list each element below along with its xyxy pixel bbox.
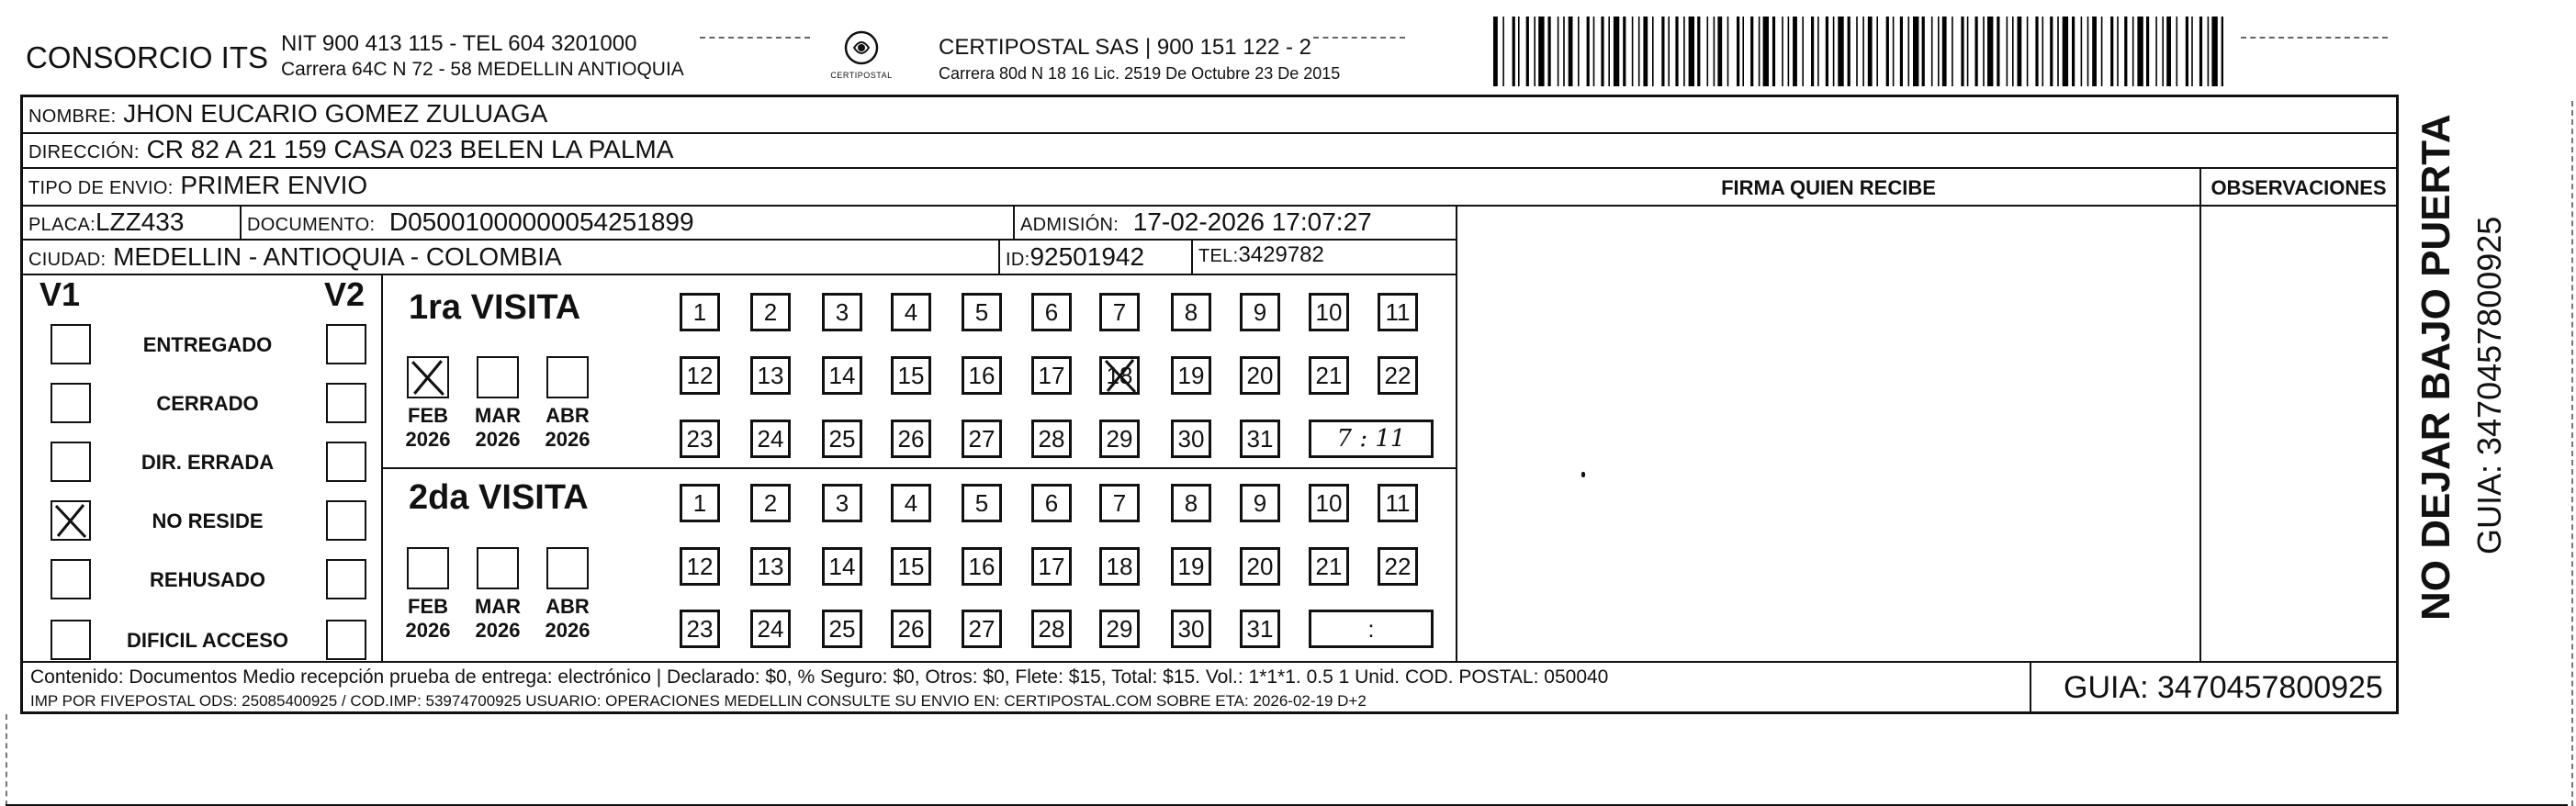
tipo-envio-value: PRIMER ENVIO [180,171,368,199]
stub-right-edge [2571,101,2575,806]
barcode-bar [1750,17,1753,86]
day-box[interactable]: 17 [1031,547,1072,586]
check-x-icon [409,358,447,397]
status-v2-checkbox[interactable] [326,559,366,599]
month-checkbox[interactable] [407,547,449,589]
barcode-bar [1876,17,1878,86]
month-checkbox[interactable] [477,547,519,589]
day-box[interactable]: 2 [750,293,791,331]
barcode-bar [1683,17,1685,86]
day-box[interactable]: 15 [891,547,931,586]
documento-value: D05001000000054251899 [388,207,694,236]
barcode-bar [2222,17,2223,86]
day-box[interactable]: 7 [1099,484,1140,522]
barcode-bar [2132,17,2134,86]
month-year: 2026 [545,619,591,642]
day-box[interactable]: 27 [962,610,1002,648]
barcode-bar [1975,17,1978,86]
barcode-bar [1987,17,1993,86]
day-box[interactable]: 18 [1099,547,1140,586]
day-box[interactable]: 16 [962,356,1002,395]
day-box[interactable]: 9 [1240,484,1280,522]
id-label: ID: [1006,250,1030,270]
barcode-bar [1569,17,1573,86]
barcode-bar [2012,17,2014,86]
day-box[interactable]: 25 [822,420,862,458]
status-v1-checkbox[interactable] [51,500,91,541]
check-x-icon [1102,357,1139,394]
barcode-bar [1707,17,1709,86]
firma-header: FIRMA QUIEN RECIBE [1721,176,1936,199]
footer-guia: GUIA: 3470457800925 [2064,670,2383,705]
v2-label: V2 [324,275,366,313]
barcode-bar [2110,17,2113,86]
day-box[interactable]: 21 [1309,547,1349,586]
barcode-bar [2072,17,2075,86]
delivery-form [20,95,2399,714]
month-year: 2026 [475,428,521,451]
check-x-icon [52,502,89,539]
certipostal-logo [827,29,896,84]
month-label [468,404,527,452]
direccion-value: CR 82 A 21 159 CASA 023 BELEN LA PALMA [146,135,674,163]
barcode-bar [1737,17,1739,86]
nombre-field [28,99,547,129]
month-label [538,595,597,643]
month-year: 2026 [545,428,591,451]
day-box[interactable]: 16 [962,547,1002,586]
day-box[interactable]: 20 [1240,356,1280,395]
day-box[interactable]: 25 [822,610,862,648]
day-box[interactable]: 8 [1171,484,1211,522]
day-box[interactable]: 10 [1309,293,1349,331]
day-box[interactable]: 30 [1171,610,1211,648]
courier-line: CERTIPOSTAL SAS | 900 151 122 - 2 [939,35,1311,60]
barcode-bar [1931,17,1933,86]
day-box[interactable]: 31 [1240,420,1280,458]
day-box[interactable]: 9 [1240,293,1280,331]
header-dash [700,37,810,39]
day-box[interactable]: 23 [680,610,720,648]
v1-label: V1 [39,275,81,313]
tipo-envio-label: TIPO DE ENVIO: [28,178,174,198]
day-box[interactable]: 19 [1171,547,1211,586]
header-dash-2 [1313,37,1405,39]
barcode-bar [1772,17,1775,86]
barcode-bar [2007,17,2008,86]
barcode-bar [1862,17,1864,86]
day-box[interactable]: 4 [891,293,931,331]
barcode-bar [1697,17,1700,86]
placa-label: PLACA: [28,215,96,235]
day-box[interactable]: 29 [1099,610,1140,648]
barcode-bar [1593,17,1595,86]
barcode-bar [2191,17,2193,86]
barcode-bar [1632,17,1634,86]
month-year: 2026 [405,428,451,451]
day-box[interactable]: 13 [750,356,791,395]
month-checkbox[interactable] [477,356,519,398]
day-box[interactable]: 29 [1099,420,1140,458]
barcode-bar [2162,17,2164,86]
company-nit-line: NIT 900 413 115 - TEL 604 3201000 [281,31,637,56]
id-value: 92501942 [1029,242,1145,271]
side-warning: NO DEJAR BAJO PUERTA [2413,114,2458,621]
tel-label: TEL: [1198,246,1239,266]
barcode-bar [2101,17,2103,86]
barcode-bar [1868,17,1873,86]
month-name: MAR [474,595,522,618]
barcode-bar [1811,17,1814,86]
placa-value: LZZ433 [95,207,185,236]
barcode-bar [2117,17,2119,86]
barcode-bar [2042,17,2044,86]
status-label: DIR. ERRADA [141,451,275,474]
barcode-bar [2124,17,2127,86]
barcode-bar [1952,17,1953,86]
barcode-bar [1563,17,1565,86]
barcode-bar [2208,17,2210,86]
footer-imp: IMP POR FIVEPOSTAL ODS: 25085400925 / COD.IMP: 53974700925 USUARIO: OPERACIONES MEDELLIN CONSULTE SU ENVIO EN: CERTIPOSTAL.COM SOBRE ETA: 2026-02-19 D+2 [30,692,1367,710]
day-box[interactable]: 22 [1378,356,1418,395]
barcode-bar [1833,17,1835,86]
day-box[interactable]: 24 [750,420,791,458]
status-label: REHUSADO [150,568,265,591]
barcode-bar [2081,17,2083,86]
courier-info [939,35,1340,86]
ciudad-field [28,242,562,272]
logo-caption: CERTIPOSTAL [830,71,893,80]
barcode-bar [1518,17,1520,86]
barcode-bar [1782,17,1783,86]
day-box[interactable]: 30 [1171,420,1211,458]
status-v2-checkbox[interactable] [326,500,366,541]
barcode-bar [2155,17,2157,86]
nombre-label: NOMBRE: [28,106,117,127]
day-box[interactable]: 14 [822,356,862,395]
day-box[interactable]: 11 [1378,293,1418,331]
status-v2-checkbox[interactable] [326,324,366,364]
barcode-bar [1526,17,1529,86]
barcode-bar [1614,17,1619,86]
status-label: CERRADO [156,392,259,415]
day-box[interactable]: 7 [1099,293,1140,331]
day-box[interactable]: 15 [891,356,931,395]
status-v2-checkbox[interactable] [326,442,366,482]
tel-field [1198,242,1324,268]
barcode-bar [1623,17,1625,86]
barcode-bar [2186,17,2188,86]
barcode [1493,17,2223,86]
month-name: MAR [474,404,522,427]
tipo-envio-field [28,171,367,200]
direccion-field [28,135,673,164]
company-name: CONSORCIO ITS [26,40,269,74]
month-name: ABR [546,595,590,618]
barcode-bar [1913,17,1918,86]
status-v2-checkbox[interactable] [326,620,366,660]
day-box[interactable]: 27 [962,420,1002,458]
direccion-label: DIRECCIÓN: [28,142,140,162]
barcode-bar [1587,17,1590,86]
barcode-bar [1793,17,1797,86]
month-name: FEB [408,404,448,427]
visit1-title: 1ra VISITA [409,288,581,327]
month-name: FEB [408,595,448,618]
month-year: 2026 [475,619,521,642]
company-info [281,31,684,83]
barcode-bar [1534,17,1535,86]
month-label [399,595,457,643]
visit2-title: 2da VISITA [409,478,589,517]
status-v2-checkbox[interactable] [326,383,366,423]
barcode-bar [2018,17,2022,86]
month-checkbox[interactable] [546,547,589,589]
day-box[interactable]: 10 [1309,484,1349,522]
barcode-bar [1652,17,1654,86]
ciudad-value: MEDELLIN - ANTIOQUIA - COLOMBIA [113,242,562,271]
day-box[interactable]: 17 [1031,356,1072,395]
header-dash-3 [2241,37,2388,39]
day-box[interactable]: 31 [1240,610,1280,648]
barcode-bar [1938,17,1940,86]
month-checkbox[interactable] [546,356,589,398]
status-v1-checkbox[interactable] [51,442,91,482]
day-box[interactable]: 5 [962,293,1002,331]
barcode-bar [1502,17,1504,86]
barcode-bar [2137,17,2143,86]
barcode-bar [2057,17,2059,86]
placa-field [28,207,184,237]
day-box[interactable]: 23 [680,420,720,458]
barcode-bar [1578,17,1580,86]
barcode-bar [1893,17,1895,86]
month-label [468,595,527,643]
barcode-bar [1714,17,1715,86]
day-box[interactable]: 19 [1171,356,1211,395]
barcode-bar [1601,17,1603,86]
barcode-bar [2050,17,2053,86]
barcode-bar [1538,17,1544,86]
barcode-bar [2092,17,2097,86]
barcode-bar [2166,17,2171,86]
barcode-bar [2199,17,2202,86]
day-box[interactable]: 28 [1031,420,1072,458]
day-box[interactable]: 4 [891,484,931,522]
barcode-bar [1638,17,1640,86]
day-box[interactable]: 2 [750,484,791,522]
barcode-bar [2177,17,2178,86]
barcode-bar [1908,17,1910,86]
status-label: DIFICIL ACCESO [126,629,288,652]
status-v1-checkbox[interactable] [51,559,91,599]
barcode-bar [1763,17,1769,86]
time-box[interactable]: : [1309,610,1434,648]
status-label: ENTREGADO [142,333,273,356]
barcode-bar [1942,17,1947,86]
license-line: Carrera 80d N 18 16 Lic. 2519 De Octubre 23 De 2015 [939,64,1341,83]
barcode-bar [1548,17,1551,86]
barcode-bar [1922,17,1925,86]
day-box[interactable]: 21 [1309,356,1349,395]
status-label: NO RESIDE [152,509,264,532]
company-address-line: Carrera 64C N 72 - 58 MEDELLIN ANTIOQUIA [281,59,684,80]
day-box[interactable]: 5 [962,484,1002,522]
barcode-bar [1961,17,1963,86]
day-box[interactable]: 1 [680,293,720,331]
day-box[interactable]: 20 [1240,547,1280,586]
barcode-bar [1558,17,1559,86]
day-box[interactable]: 6 [1031,484,1072,522]
admision-field [1020,207,1372,237]
day-box[interactable]: 28 [1031,610,1072,648]
barcode-bar [1759,17,1760,86]
observaciones-header: OBSERVACIONES [2210,176,2387,199]
barcode-bar [1689,17,1694,86]
barcode-bar [1493,17,1498,86]
barcode-bar [1886,17,1889,86]
barcode-bar [1900,17,1903,86]
barcode-bar [1967,17,1969,86]
documento-field [247,207,694,237]
admision-value: 17-02-2026 17:07:27 [1132,207,1372,236]
barcode-bar [2063,17,2068,86]
barcode-bar [1668,17,1670,86]
ciudad-label: CIUDAD: [28,250,107,270]
barcode-bar [1838,17,1843,86]
day-box[interactable]: 13 [750,547,791,586]
nombre-value: JHON EUCARIO GOMEZ ZULUAGA [123,99,548,128]
day-box[interactable]: 6 [1031,293,1072,331]
day-box[interactable]: 3 [822,293,862,331]
tel-value: 3429782 [1238,242,1324,267]
barcode-bar [1675,17,1678,86]
barcode-bar [1856,17,1858,86]
month-year: 2026 [405,619,451,642]
status-v1-checkbox[interactable] [51,383,91,423]
day-box[interactable]: 12 [680,547,720,586]
time-box[interactable]: 7 : 11 [1309,420,1434,458]
day-box[interactable]: 26 [891,610,931,648]
footer-contenido: Contenido: Documentos Medio recepción prueba de entrega: electrónico | Declarado: $0, % Seguro: $0, Otros: $0, Flete: $15, Total: $15. Vol.: 1*1*1. 0.5 1 Unid. COD. POSTAL: 050040 [30,666,1609,688]
barcode-bar [2211,17,2217,86]
barcode-bar [1661,17,1664,86]
day-box[interactable]: 1 [680,484,720,522]
barcode-bar [1817,17,1819,86]
month-checkbox[interactable] [407,356,449,398]
barcode-bar [2146,17,2149,86]
signature-mark [1581,472,1585,477]
barcode-bar [2027,17,2029,86]
barcode-bar [1788,17,1790,86]
stub-left-edge [6,714,9,806]
barcode-bar [1717,17,1722,86]
barcode-bar [1742,17,1744,86]
status-v1-checkbox[interactable] [51,620,91,660]
barcode-bar [1513,17,1515,86]
id-field [1006,242,1144,272]
barcode-bar [1983,17,1985,86]
day-box[interactable]: 11 [1378,484,1418,522]
barcode-bar [1802,17,1804,86]
month-name: ABR [546,404,590,427]
barcode-bar [1608,17,1610,86]
day-box[interactable]: 24 [750,610,791,648]
barcode-bar [1848,17,1850,86]
month-label [538,404,597,452]
barcode-bar [1997,17,1999,86]
day-box[interactable]: 26 [891,420,931,458]
day-box[interactable]: 18 [1099,356,1140,395]
day-box[interactable]: 14 [822,547,862,586]
barcode-bar [1826,17,1828,86]
day-box[interactable]: 12 [680,356,720,395]
documento-label: DOCUMENTO: [247,215,376,235]
certipostal-logo-icon [843,29,880,66]
barcode-bar [2087,17,2089,86]
barcode-bar [1643,17,1648,86]
side-guia: GUIA: 3470457800925 [2470,216,2508,554]
day-box[interactable]: 8 [1171,293,1211,331]
month-label [399,404,457,452]
barcode-bar [2035,17,2038,86]
day-box[interactable]: 3 [822,484,862,522]
barcode-bar [1727,17,1729,86]
status-v1-checkbox[interactable] [51,324,91,364]
day-box[interactable]: 22 [1378,547,1418,586]
admision-label: ADMISIÓN: [1020,215,1119,235]
